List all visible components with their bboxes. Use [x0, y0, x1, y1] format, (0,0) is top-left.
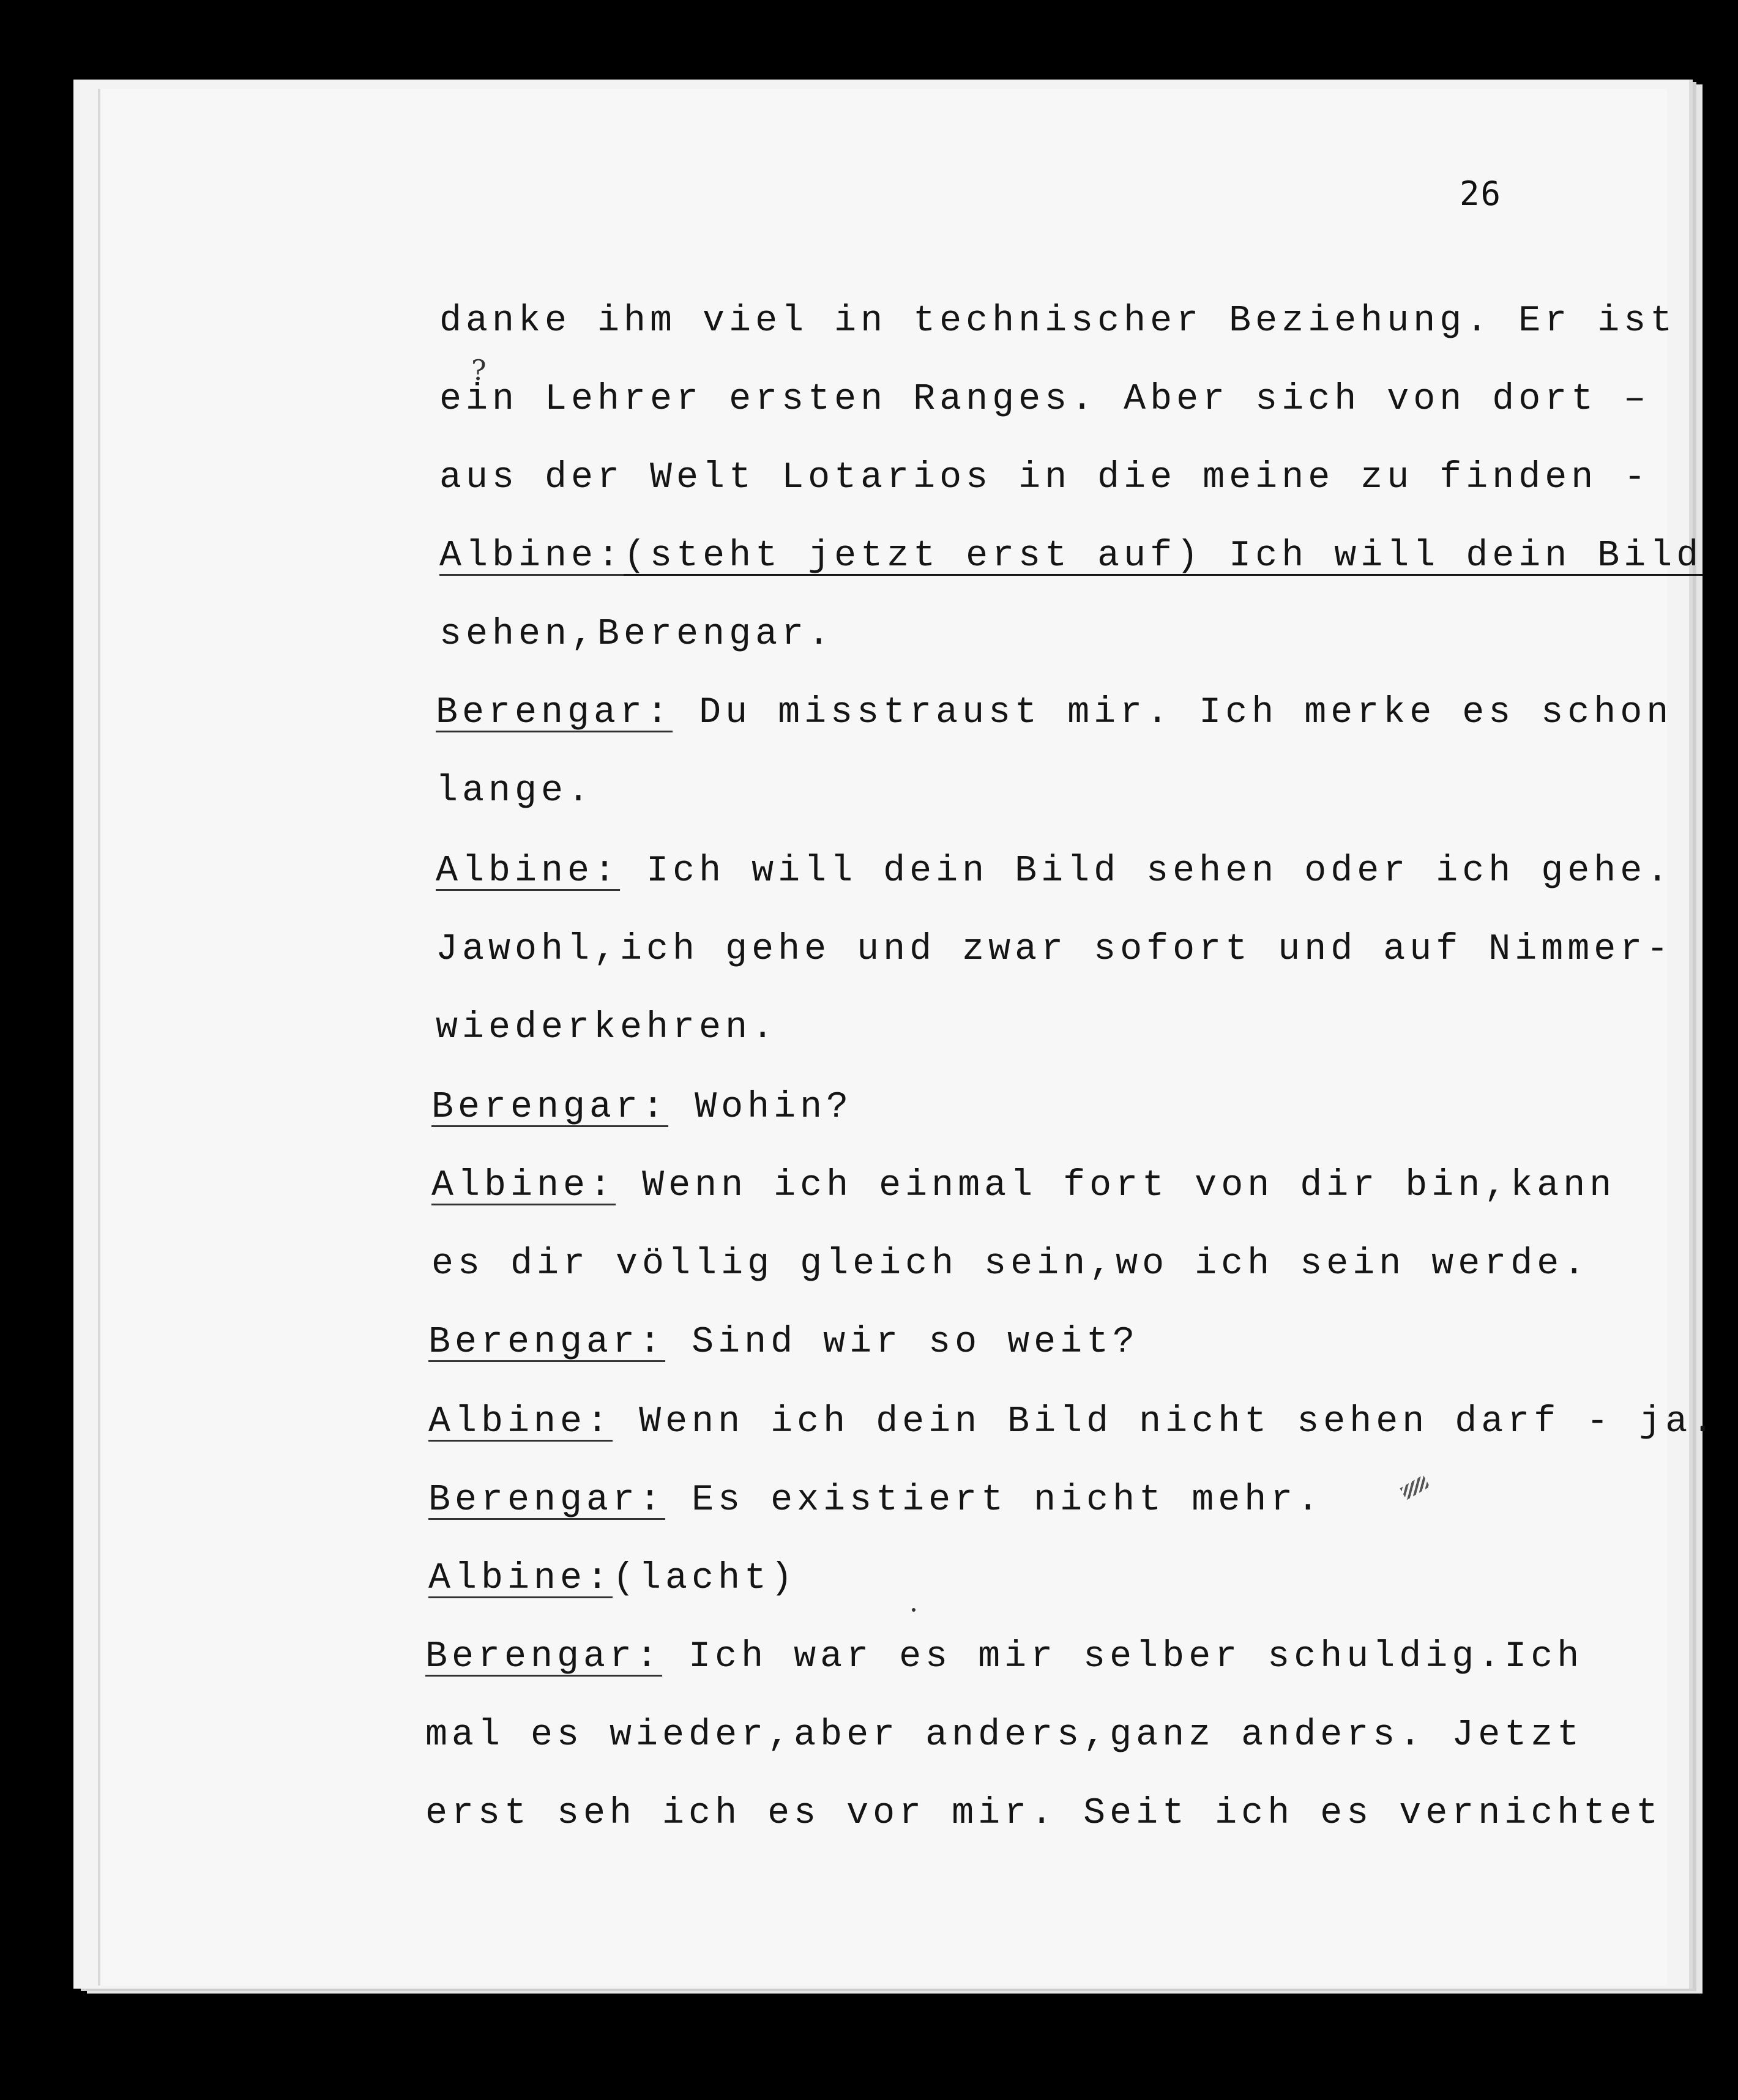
dialogue-line: Albine: Wenn ich einmal fort von dir bin,kann: [431, 1165, 1616, 1207]
text-line: sehen,Berengar.: [439, 614, 835, 655]
ink-smudge: [1400, 1475, 1430, 1500]
speaker-label: Berengar:: [431, 1087, 669, 1128]
speaker-label: Albine:: [436, 851, 621, 892]
dialogue-line: Berengar: Ich war es mir selber schuldig.Ich: [425, 1636, 1584, 1678]
dialogue-line: Albine: Wenn ich dein Bild nicht sehen darf - ja.: [428, 1401, 1718, 1443]
text-line: wiederkehren.: [436, 1007, 778, 1049]
dialogue-line: Berengar: Es existiert nicht mehr.: [428, 1480, 1324, 1521]
dialogue-line: Albine: Ich will dein Bild sehen oder ich gehe.: [436, 851, 1673, 892]
text-line: aus der Welt Lotarios in die meine zu finden -: [439, 457, 1650, 499]
ink-dot: [912, 1608, 916, 1612]
speaker-label: Berengar:: [428, 1322, 666, 1363]
text-line: es dir völlig gleich sein,wo ich sein werde.: [431, 1243, 1590, 1285]
speaker-label: Albine:: [428, 1558, 613, 1599]
speaker-label: Berengar:: [436, 692, 673, 734]
text-line: erst seh ich es vor mir. Seit ich es vernichtet: [425, 1793, 1663, 1834]
text-line: lange.: [436, 770, 594, 812]
pencil-question-mark: ?: [471, 354, 487, 387]
page-number: 26: [1460, 174, 1502, 213]
dialogue-line: Berengar: Du misstraust mir. Ich merke es schon: [436, 692, 1673, 734]
text-line: danke ihm viel in technischer Beziehung. Er ist: [439, 300, 1677, 342]
speaker-label: Berengar:: [428, 1480, 666, 1521]
dialogue-line: Albine:(lacht): [428, 1558, 797, 1599]
dialogue-line: Berengar: Sind wir so weit?: [428, 1322, 1139, 1363]
speaker-label: Berengar:: [425, 1636, 663, 1678]
speaker-label: Albine:: [431, 1165, 616, 1207]
text-line: mal es wieder,aber anders,ganz anders. Jetzt: [425, 1715, 1584, 1756]
text-line: Jawohl,ich gehe und zwar sofort und auf Nimmer-: [436, 929, 1673, 970]
text-line: ein Lehrer ersten Ranges. Aber sich von dort –: [439, 379, 1650, 420]
dialogue-line: Berengar: Wohin?: [431, 1087, 853, 1128]
speaker-label: Albine:: [428, 1401, 613, 1443]
speaker-label: Albine:: [439, 535, 624, 577]
dialogue-line: Albine:(steht jetzt erst auf) Ich will dein Bild: [439, 535, 1703, 577]
